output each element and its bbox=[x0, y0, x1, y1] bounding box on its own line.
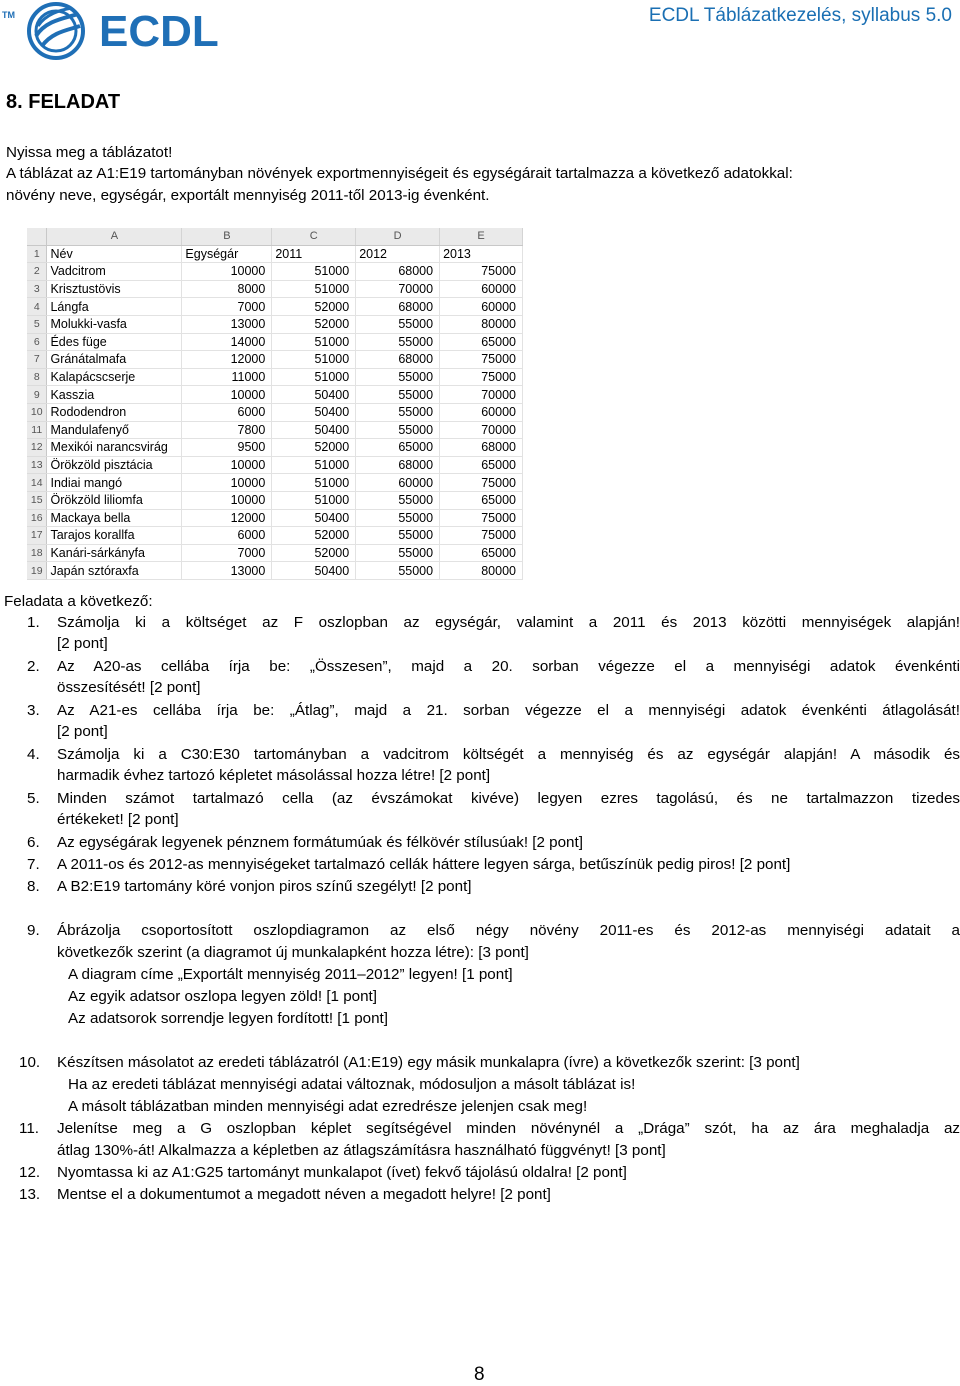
table-cell: 2013 bbox=[440, 245, 523, 263]
table-cell: Édes füge bbox=[47, 333, 182, 351]
table-cell: 65000 bbox=[356, 439, 440, 457]
table-cell: 68000 bbox=[356, 263, 440, 281]
table-cell: 55000 bbox=[356, 421, 440, 439]
table-row bbox=[27, 421, 523, 439]
table-row bbox=[27, 403, 523, 421]
table-row bbox=[27, 439, 523, 457]
row-number: 18 bbox=[27, 544, 47, 562]
table-row bbox=[27, 263, 523, 281]
item-number: 3. bbox=[27, 702, 40, 719]
item-number: 8. bbox=[27, 878, 40, 895]
item-number: 13. bbox=[19, 1186, 41, 1203]
column-header-row bbox=[27, 228, 523, 245]
item-text: átlag 130%-át! Alkalmazza a képletben az átlagszámításra használható függvényt! [3 pont] bbox=[57, 1142, 666, 1159]
table-cell: 14000 bbox=[182, 333, 272, 351]
item-text: összesítését! [2 pont] bbox=[57, 679, 201, 696]
spreadsheet-table bbox=[27, 228, 523, 580]
page-number: 8 bbox=[474, 1364, 485, 1385]
table-cell: Örökzöld pisztácia bbox=[47, 456, 182, 474]
table-cell: Név bbox=[47, 245, 182, 263]
table-cell: 65000 bbox=[440, 456, 523, 474]
table-cell: 68000 bbox=[356, 456, 440, 474]
table-cell: 10000 bbox=[182, 263, 272, 281]
table-cell: 70000 bbox=[356, 280, 440, 298]
item-number: 4. bbox=[27, 746, 40, 763]
task-title: 8. FELADAT bbox=[6, 91, 121, 113]
table-cell: 52000 bbox=[272, 315, 356, 333]
table-cell: Gránátalmafa bbox=[47, 351, 182, 369]
table-cell: 50400 bbox=[272, 421, 356, 439]
item-number: 1. bbox=[27, 614, 40, 631]
table-row bbox=[27, 562, 523, 580]
row-number: 3 bbox=[27, 280, 47, 298]
table-cell: 51000 bbox=[272, 456, 356, 474]
table-cell: Vadcitrom bbox=[47, 263, 182, 281]
table-cell: 2011 bbox=[272, 245, 356, 263]
table-cell: Kanári-sárkányfa bbox=[47, 544, 182, 562]
logo-text: ECDL bbox=[99, 7, 219, 56]
table-cell: 6000 bbox=[182, 403, 272, 421]
table-cell: Kalapácscserje bbox=[47, 368, 182, 386]
table-cell: 55000 bbox=[356, 403, 440, 421]
row-number: 14 bbox=[27, 474, 47, 492]
row-number: 12 bbox=[27, 439, 47, 457]
table-cell: 55000 bbox=[356, 509, 440, 527]
row-number: 10 bbox=[27, 403, 47, 421]
item-number: 6. bbox=[27, 834, 40, 851]
intro-line-2: A táblázat az A1:E19 tartományban növények exportmennyiségeit és egységárait tartalmazza a következő adatokkal: bbox=[6, 165, 793, 182]
table-cell: 75000 bbox=[440, 474, 523, 492]
table-row bbox=[27, 315, 523, 333]
item-text: Nyomtassa ki az A1:G25 tartományt munkalapot (ívet) fekvő tájolású oldalra! [2 pont] bbox=[57, 1164, 627, 1181]
column-header: A bbox=[47, 228, 182, 245]
row-number: 17 bbox=[27, 527, 47, 545]
item-text: Készítsen másolatot az eredeti táblázatról (A1:E19) egy másik munkalapra (ívre) a következők szerint: [3 pont] bbox=[57, 1054, 800, 1071]
item-subtext: Az egyik adatsor oszlopa legyen zöld! [1 pont] bbox=[68, 988, 378, 1005]
table-cell: 75000 bbox=[440, 351, 523, 369]
table-row bbox=[27, 386, 523, 404]
table-cell: 13000 bbox=[182, 562, 272, 580]
table-cell: Mandulafenyő bbox=[47, 421, 182, 439]
item-text: Ábrázolja csoportosított oszlopdiagramon az első négy növény 2011-es és 2012-as mennyiségi adatait a bbox=[57, 922, 960, 939]
table-cell: Egységár bbox=[182, 245, 272, 263]
row-number: 15 bbox=[27, 491, 47, 509]
table-row bbox=[27, 280, 523, 298]
ecdl-globe-icon bbox=[16, 0, 96, 62]
item-text: Számolja ki a C30:E30 tartományban a vadcitrom költségét a mennyiség és az egységár alapján! A második és bbox=[57, 746, 960, 763]
item-number: 7. bbox=[27, 856, 40, 873]
table-cell: 11000 bbox=[182, 368, 272, 386]
item-text: Minden számot tartalmazó cella (az évszámokat kivéve) legyen ezres tagolású, és ne tartalmazzon tizedes bbox=[57, 790, 960, 807]
table-cell: Krisztustövis bbox=[47, 280, 182, 298]
table-row bbox=[27, 368, 523, 386]
table-cell: 55000 bbox=[356, 527, 440, 545]
row-number: 9 bbox=[27, 386, 47, 404]
table-cell: 68000 bbox=[356, 351, 440, 369]
table-cell: 55000 bbox=[356, 368, 440, 386]
table-cell: 52000 bbox=[272, 298, 356, 316]
row-number: 4 bbox=[27, 298, 47, 316]
table-cell: 51000 bbox=[272, 491, 356, 509]
table-cell: 51000 bbox=[272, 368, 356, 386]
table-row bbox=[27, 509, 523, 527]
table-row bbox=[27, 245, 523, 263]
item-subtext: Ha az eredeti táblázat mennyiségi adatai változnak, módosuljon a másolt táblázat is! bbox=[68, 1076, 636, 1093]
table-cell: 70000 bbox=[440, 421, 523, 439]
item-number: 12. bbox=[19, 1164, 41, 1181]
table-cell: 10000 bbox=[182, 474, 272, 492]
item-number: 2. bbox=[27, 658, 40, 675]
table-cell: 55000 bbox=[356, 386, 440, 404]
table-cell: 10000 bbox=[182, 456, 272, 474]
item-text: Számolja ki a költséget az F oszlopban az egységár, valamint a 2011 és 2013 közötti mennyiségek alapján! bbox=[57, 614, 960, 631]
table-row bbox=[27, 333, 523, 351]
feladata-heading: Feladata a következő: bbox=[4, 593, 153, 610]
table-cell: 50400 bbox=[272, 386, 356, 404]
item-text: következők szerint (a diagramot új munkalapként hozza létre): [3 pont] bbox=[57, 944, 529, 961]
table-row bbox=[27, 474, 523, 492]
ecdl-logo bbox=[2, 0, 222, 62]
table-cell: 65000 bbox=[440, 333, 523, 351]
table-cell: Japán sztóraxfa bbox=[47, 562, 182, 580]
table-cell: 55000 bbox=[356, 544, 440, 562]
item-text: harmadik évhez tartozó képletet másolással hozza létre! [2 pont] bbox=[57, 767, 491, 784]
row-number: 8 bbox=[27, 368, 47, 386]
trademark: TM bbox=[2, 10, 15, 20]
item-text: Az A20-as cellába írja be: „Összesen”, majd a 20. sorban végezze el a mennyiségi adatok évenkénti bbox=[57, 658, 960, 675]
item-text: [2 pont] bbox=[57, 723, 108, 740]
table-cell: 10000 bbox=[182, 491, 272, 509]
item-text: értékeket! [2 pont] bbox=[57, 811, 179, 828]
table-cell: 68000 bbox=[440, 439, 523, 457]
table-cell: 50400 bbox=[272, 562, 356, 580]
table-cell: 52000 bbox=[272, 544, 356, 562]
row-number: 16 bbox=[27, 509, 47, 527]
table-cell: 80000 bbox=[440, 315, 523, 333]
table-cell: 55000 bbox=[356, 333, 440, 351]
item-text: Jelenítse meg a G oszlopban képlet segítségével minden növénynél a „Drága” szót, ha az ára meghaladja az bbox=[57, 1120, 960, 1137]
spreadsheet-image bbox=[27, 228, 523, 578]
row-number: 2 bbox=[27, 263, 47, 281]
table-cell: 55000 bbox=[356, 562, 440, 580]
table-cell: 50400 bbox=[272, 403, 356, 421]
table-cell: 51000 bbox=[272, 351, 356, 369]
corner-cell bbox=[27, 228, 47, 245]
item-text: Mentse el a dokumentumot a megadott néven a megadott helyre! [2 pont] bbox=[57, 1186, 551, 1203]
table-cell: 51000 bbox=[272, 333, 356, 351]
table-cell: Mexikói narancsvirág bbox=[47, 439, 182, 457]
row-number: 6 bbox=[27, 333, 47, 351]
column-header: C bbox=[272, 228, 356, 245]
row-number: 1 bbox=[27, 245, 47, 263]
intro-line-3: növény neve, egységár, exportált mennyiség 2011-től 2013-ig évenként. bbox=[6, 187, 490, 204]
item-text: [2 pont] bbox=[57, 635, 108, 652]
table-cell: Kasszia bbox=[47, 386, 182, 404]
table-cell: 51000 bbox=[272, 280, 356, 298]
table-cell: 2012 bbox=[356, 245, 440, 263]
table-row bbox=[27, 456, 523, 474]
table-cell: 51000 bbox=[272, 263, 356, 281]
table-cell: Rododendron bbox=[47, 403, 182, 421]
table-cell: 75000 bbox=[440, 509, 523, 527]
table-cell: 10000 bbox=[182, 386, 272, 404]
table-cell: 60000 bbox=[440, 403, 523, 421]
table-cell: Lángfa bbox=[47, 298, 182, 316]
table-row bbox=[27, 544, 523, 562]
column-header: D bbox=[356, 228, 440, 245]
table-cell: Tarajos korallfa bbox=[47, 527, 182, 545]
table-row bbox=[27, 298, 523, 316]
table-cell: Molukki-vasfa bbox=[47, 315, 182, 333]
item-text: Az egységárak legyenek pénznem formátumúak és félkövér stílusúak! [2 pont] bbox=[57, 834, 583, 851]
intro-line-1: Nyissa meg a táblázatot! bbox=[6, 144, 173, 161]
item-number: 9. bbox=[27, 922, 40, 939]
table-cell: Mackaya bella bbox=[47, 509, 182, 527]
table-cell: 65000 bbox=[440, 544, 523, 562]
table-cell: 80000 bbox=[440, 562, 523, 580]
table-cell: 51000 bbox=[272, 474, 356, 492]
table-cell: 7000 bbox=[182, 544, 272, 562]
table-cell: Indiai mangó bbox=[47, 474, 182, 492]
table-cell: 7800 bbox=[182, 421, 272, 439]
table-cell: Örökzöld liliomfa bbox=[47, 491, 182, 509]
item-subtext: A diagram címe „Exportált mennyiség 2011–2012” legyen! [1 pont] bbox=[68, 966, 513, 983]
table-row bbox=[27, 491, 523, 509]
table-cell: 50400 bbox=[272, 509, 356, 527]
table-cell: 55000 bbox=[356, 315, 440, 333]
header-title: ECDL Táblázatkezelés, syllabus 5.0 bbox=[648, 5, 952, 26]
item-text: A 2011-os és 2012-as mennyiségeket tartalmazó cellák háttere legyen sárga, betűszínük pedig piros! [2 pont] bbox=[57, 856, 791, 873]
row-number: 7 bbox=[27, 351, 47, 369]
table-cell: 52000 bbox=[272, 439, 356, 457]
row-number: 13 bbox=[27, 456, 47, 474]
table-cell: 75000 bbox=[440, 263, 523, 281]
column-header: E bbox=[440, 228, 523, 245]
table-cell: 6000 bbox=[182, 527, 272, 545]
item-subtext: Az adatsorok sorrendje legyen fordított! [1 pont] bbox=[68, 1010, 388, 1027]
table-cell: 52000 bbox=[272, 527, 356, 545]
table-cell: 60000 bbox=[440, 280, 523, 298]
table-cell: 60000 bbox=[440, 298, 523, 316]
table-cell: 12000 bbox=[182, 509, 272, 527]
table-cell: 75000 bbox=[440, 368, 523, 386]
item-number: 10. bbox=[19, 1054, 41, 1071]
table-cell: 60000 bbox=[356, 474, 440, 492]
table-cell: 7000 bbox=[182, 298, 272, 316]
row-number: 11 bbox=[27, 421, 47, 439]
table-row bbox=[27, 527, 523, 545]
item-text: A B2:E19 tartomány köré vonjon piros színű szegélyt! [2 pont] bbox=[57, 878, 472, 895]
item-subtext: A másolt táblázatban minden mennyiségi adat ezredrésze jelenjen csak meg! bbox=[68, 1098, 588, 1115]
table-row bbox=[27, 351, 523, 369]
table-cell: 68000 bbox=[356, 298, 440, 316]
row-number: 5 bbox=[27, 315, 47, 333]
table-cell: 9500 bbox=[182, 439, 272, 457]
table-cell: 70000 bbox=[440, 386, 523, 404]
column-header: B bbox=[182, 228, 272, 245]
item-number: 11. bbox=[19, 1120, 39, 1137]
table-cell: 13000 bbox=[182, 315, 272, 333]
table-cell: 8000 bbox=[182, 280, 272, 298]
table-cell: 12000 bbox=[182, 351, 272, 369]
table-cell: 75000 bbox=[440, 527, 523, 545]
item-number: 5. bbox=[27, 790, 40, 807]
item-text: Az A21-es cellába írja be: „Átlag”, majd a 21. sorban végezze el a mennyiségi adatok évenkénti átlagolását! bbox=[57, 702, 960, 719]
table-cell: 65000 bbox=[440, 491, 523, 509]
row-number: 19 bbox=[27, 562, 47, 580]
table-cell: 55000 bbox=[356, 491, 440, 509]
